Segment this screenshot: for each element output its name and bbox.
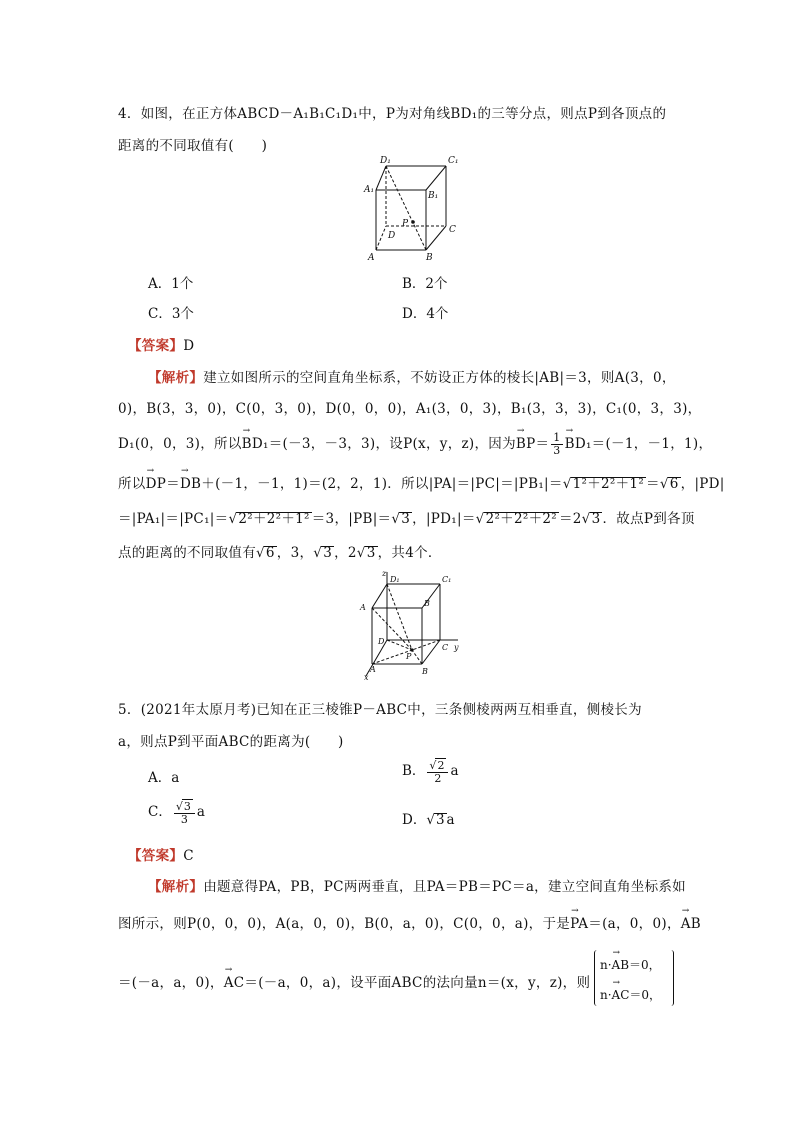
q5-option-b [402, 758, 459, 785]
fig2-axis-z: z [382, 569, 387, 578]
radical: 3 [401, 511, 411, 527]
answer-tag: 【答案】 [128, 338, 184, 354]
q4-analysis-line4: 所以→ DP＝→ DB＋(－1，－1，1)＝(2，2，1)．所以|PA|＝|PC|＝|PB₁|＝√1²＋2²＋1² ＝√6 ，|PD| [118, 472, 725, 492]
text-seg: ＝3，|PB|＝ [311, 511, 392, 527]
fig2-label-d1: D₁ [390, 575, 400, 584]
fig2-label-d: D [378, 637, 385, 646]
text-seg: ＝(－1，－1，1)， [591, 436, 713, 452]
analysis-tag: 【解析】 [148, 879, 204, 895]
q5-stem-line1: 5．(2021年太原月考)已知在正三棱锥P－ABC中，三条侧棱两两互相垂直，侧棱长为 [118, 702, 642, 718]
text-seg: ，2 [334, 545, 357, 561]
q4-answer [128, 334, 194, 354]
system-eq1 [600, 956, 661, 973]
fig2-label-c1: C₁ [442, 575, 452, 584]
q5-stem-line2: a，则点P到平面ABC的距离为( ) [118, 734, 344, 750]
q4-option-d: D．4个 [402, 306, 449, 322]
frac-num: √2 [427, 758, 448, 773]
q4-analysis-line5: ＝|PA₁|＝|PC₁|＝√2²＋2²＋1² ＝3，|PB|＝√3 ，|PD₁|＝√2²＋2²＋2² ＝2√3 ．故点P到各顶 [118, 511, 695, 527]
answer-value: D [183, 338, 195, 354]
fig1-label-d: D [388, 231, 396, 241]
option-suffix: a [450, 763, 459, 779]
radical: 3 [183, 800, 191, 813]
radical: 2²＋2²＋1² [238, 511, 310, 527]
vector-ac: → AC [224, 975, 245, 991]
option-prefix: D． [402, 812, 427, 828]
vector-bd1: → BD₁ [242, 436, 269, 452]
text-seg: n· [600, 988, 612, 1002]
fraction-sqrt2-over-2 [427, 758, 448, 785]
frac-num: √3 [174, 799, 195, 814]
text-seg: ，|PD| [680, 476, 725, 492]
option-suffix: a [196, 804, 205, 820]
frac-den: 3 [180, 813, 188, 826]
frac-num: 1 [553, 431, 561, 444]
vector-ab: → AB [612, 958, 629, 972]
text-seg: ＝0， [629, 988, 662, 1002]
fig1-label-p: P [402, 219, 409, 229]
text-seg: ＝(－3，－3，3)，设P(x，y，z)，因为 [268, 436, 516, 452]
q4-option-a: A．1个 [148, 276, 194, 292]
equation-system [594, 950, 674, 1006]
cube-figure-2 [354, 568, 464, 682]
vector-pa: → PA [570, 916, 588, 932]
fig1-label-a: A [368, 253, 375, 262]
text-seg: ，共4个． [377, 545, 442, 561]
q4-analysis-line6: 点的距离的不同取值有√6 ，3，√3 ，2√3 ，共4个． [118, 545, 442, 561]
radical: 2 [437, 759, 445, 772]
option-suffix: a [446, 812, 455, 828]
fig2-label-c: C [442, 643, 449, 652]
fig1-label-a1: A₁ [364, 185, 375, 195]
vector-dp: → DP [146, 476, 167, 492]
system-brace-right [669, 950, 674, 1006]
q4-analysis-line1 [148, 366, 676, 386]
q4-option-b: B．2个 [402, 276, 448, 292]
text-seg: 点的距离的不同取值有 [118, 545, 256, 561]
text-seg: ＝(a，0，0)， [588, 916, 681, 932]
text-seg: ＝ [535, 436, 550, 452]
vector-bd1: → BD₁ [565, 436, 592, 452]
text-seg: ＝(－a，a，0)， [118, 975, 224, 991]
text-seg: ＝ [646, 476, 660, 492]
text-seg: ＝0， [629, 958, 661, 972]
vector-db: → DB [180, 476, 201, 492]
text-seg: 图所示，则P(0，0，0)，A(a，0，0)，B(0，a，0)，C(0，0，a)，于是 [118, 916, 571, 932]
fig2-label-p: P [406, 652, 412, 661]
radical: 6 [669, 476, 679, 492]
text-seg: n· [600, 958, 612, 972]
analysis-text: 建立如图所示的空间直角坐标系，不妨设正方体的棱长|AB|＝3，则A(3，0， [203, 370, 676, 386]
text-seg: 所以 [118, 476, 146, 492]
analysis-text: 由题意得PA，PB，PC两两垂直，且PA＝PB＝PC＝a，建立空间直角坐标系如 [203, 879, 686, 895]
text-seg: ＝ [166, 476, 180, 492]
text-seg: ＝2 [558, 511, 582, 527]
point-p [411, 220, 415, 224]
frac-den: 2 [434, 772, 442, 785]
q5-answer [128, 844, 194, 864]
radical: 2²＋2²＋2² [485, 511, 557, 527]
cube-figure-1 [360, 154, 470, 262]
q4-option-c: C．3个 [148, 306, 194, 322]
q4-analysis-line3 [118, 432, 712, 457]
fig2-label-b1: B [424, 599, 430, 608]
radical: 3 [591, 511, 601, 527]
q4-analysis-line2: 0)，B(3，3，0)，C(0，3，0)，D(0，0，0)，A₁(3，0，3)，B₁(3，3，3)，C₁(0，3，3)， [118, 401, 702, 417]
vector-ac: → AC [612, 988, 630, 1002]
text-seg: ，|PD₁|＝ [412, 511, 476, 527]
vector-ab: → AB [681, 916, 701, 932]
q5-option-a: A．a [148, 770, 180, 786]
fig1-label-b: B [426, 253, 433, 262]
radical: 3 [435, 812, 445, 828]
fig2-label-b: B [422, 667, 428, 676]
text-seg: ．故点P到各顶 [602, 511, 695, 527]
text-seg: ＝(－a，0，a)，设平面ABC的法向量n＝(x，y，z)，则 [244, 975, 591, 991]
analysis-tag: 【解析】 [148, 370, 204, 386]
option-prefix: B． [402, 763, 426, 779]
radical: 3 [366, 545, 376, 561]
q4-stem-line2: 距离的不同取值有( ) [118, 138, 268, 154]
radical: 1²＋2²＋1² [572, 476, 645, 492]
fig2-axis-y: y [454, 643, 459, 652]
fig1-label-b1: B₁ [428, 191, 439, 201]
q5-analysis-line2 [118, 912, 701, 932]
radical: 6 [265, 545, 275, 561]
fig1-label-d1: D₁ [380, 156, 391, 166]
radical: 3 [323, 545, 333, 561]
q4-stem-line1: 4．如图，在正方体ABCD－A₁B₁C₁D₁中，P为对角线BD₁的三等分点，则点P到各顶点的 [118, 106, 667, 122]
fig2-label-a1: A [360, 603, 366, 612]
fraction-sqrt3-over-3 [174, 799, 195, 826]
q5-option-d: D．√3 a [402, 812, 455, 828]
q5-option-c [148, 799, 205, 826]
text-seg: D₁(0，0，3)，所以 [118, 436, 242, 452]
option-prefix: C． [148, 804, 172, 820]
fig2-label-a: A [370, 665, 376, 674]
q5-analysis-line1 [148, 875, 686, 895]
text-seg: ＋(－1，－1，1)＝(2，2，1)．所以|PA|＝|PC|＝|PB₁|＝ [201, 476, 563, 492]
fig1-label-c1: C₁ [448, 156, 459, 166]
system-brace [594, 950, 599, 1006]
text-seg: ＝|PA₁|＝|PC₁|＝ [118, 511, 229, 527]
answer-value: C [183, 848, 194, 864]
q5-analysis-line3 [118, 971, 590, 991]
vector-bp: → BP [516, 436, 536, 452]
frac-den: 3 [553, 444, 561, 457]
fraction-one-third [551, 432, 562, 457]
fig2-axis-x: x [364, 673, 369, 682]
fig1-label-c: C [449, 225, 456, 235]
system-eq2 [600, 986, 661, 1003]
answer-tag: 【答案】 [128, 848, 184, 864]
text-seg: ，3， [276, 545, 314, 561]
